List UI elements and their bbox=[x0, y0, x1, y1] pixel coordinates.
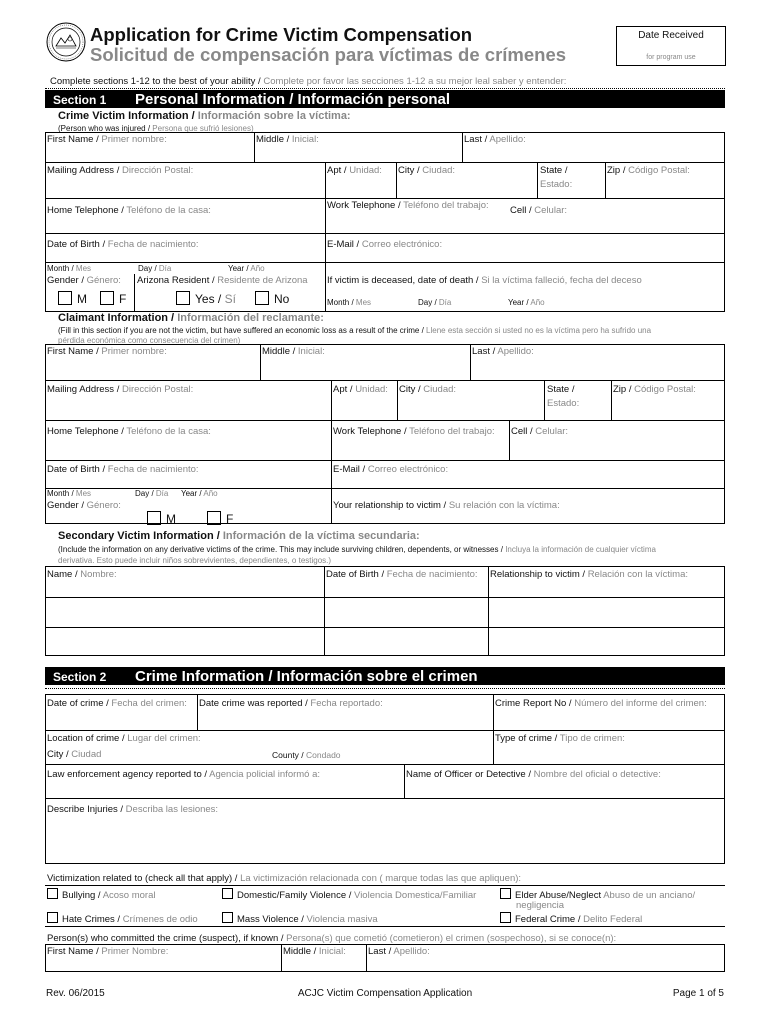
claimant-middle-field[interactable]: Middle / Inicial: bbox=[262, 346, 325, 357]
checkbox-icon bbox=[222, 912, 233, 923]
checkbox-icon bbox=[500, 912, 511, 923]
crime-county-field[interactable]: County / Condado bbox=[272, 750, 341, 760]
section-1-title: Personal Information / Información personal bbox=[135, 91, 451, 108]
claimant-first-name-field[interactable]: First Name / Primer nombre: bbox=[47, 346, 167, 357]
checkbox-icon bbox=[100, 291, 114, 305]
secondary-dob-header: Date of Birth / Fecha de nacimiento: bbox=[326, 569, 478, 580]
claimant-info-note-2: pérdida económica como consecuencia del crimen) bbox=[58, 336, 241, 345]
victim-last-name-field[interactable]: Last / Apellido: bbox=[464, 134, 526, 145]
death-year-label: Year / Año bbox=[508, 298, 545, 307]
crime-location-field[interactable]: Location of crime / Lugar del crimen: bbox=[47, 733, 201, 744]
for-program-use-label: for program use bbox=[646, 54, 696, 61]
claimant-last-name-field[interactable]: Last / Apellido: bbox=[472, 346, 534, 357]
mass-violence-checkbox[interactable]: Mass Violence / Violencia masiva bbox=[222, 912, 378, 925]
title-spanish: Solicitud de compensación para víctimas de crímenes bbox=[90, 44, 567, 65]
claimant-city-field[interactable]: City / Ciudad: bbox=[399, 384, 457, 395]
checkbox-icon bbox=[500, 888, 511, 899]
victim-dob-field[interactable]: Date of Birth / Fecha de nacimiento: bbox=[47, 239, 199, 250]
victim-cell-field[interactable]: Cell / Celular: bbox=[510, 205, 568, 216]
secondary-relationship-header: Relationship to victim / Relación con la víctima: bbox=[490, 569, 689, 580]
section-2-rule bbox=[45, 688, 725, 689]
suspect-middle-field[interactable]: Middle / Inicial: bbox=[283, 946, 346, 957]
section-1-header bbox=[45, 90, 725, 108]
claimant-apt-field[interactable]: Apt / Unidad: bbox=[333, 384, 388, 395]
victimization-label: Victimization related to (check all that apply) / La victimización relacionada con ( marque todas las que apliquen): bbox=[47, 873, 522, 884]
secondary-name-header: Name / Nombre: bbox=[47, 569, 117, 580]
victim-dob-day-label: Day / Día bbox=[138, 264, 172, 273]
footer-page-number: Page 1 of 5 bbox=[672, 988, 724, 999]
claimant-dob-month-label: Month / Mes bbox=[47, 489, 92, 498]
claimant-info-note: (Fill in this section if you are not the victim, but have suffered an economic loss as a result of the crime / Llene esta sección si usted no es la víctima pero ha sufrido una bbox=[58, 326, 652, 335]
claimant-home-telephone-field[interactable]: Home Telephone / Teléfono de la casa: bbox=[47, 426, 211, 437]
section-1-number: Section 1 bbox=[53, 93, 107, 107]
claimant-email-field[interactable]: E-Mail / Correo electrónico: bbox=[333, 464, 449, 475]
instructions-en: Complete sections 1-12 to the best of your ability / bbox=[50, 76, 261, 87]
victim-mailing-address-field[interactable]: Mailing Address / Dirección Postal: bbox=[47, 165, 194, 176]
victim-work-telephone-field[interactable]: Work Telephone / Teléfono del trabajo: bbox=[327, 200, 489, 211]
instructions bbox=[50, 76, 566, 87]
victim-dob-year-label: Year / Año bbox=[228, 264, 265, 273]
death-month-label: Month / Mes bbox=[327, 298, 372, 307]
section-2-title: Crime Information / Información sobre el crimen bbox=[135, 668, 478, 685]
section-2-number: Section 2 bbox=[53, 670, 107, 684]
claimant-cell-field[interactable]: Cell / Celular: bbox=[511, 426, 569, 437]
victim-zip-field[interactable]: Zip / Código Postal: bbox=[607, 165, 690, 176]
victim-city-field[interactable]: City / Ciudad: bbox=[398, 165, 456, 176]
victim-home-telephone-field[interactable]: Home Telephone / Teléfono de la casa: bbox=[47, 205, 211, 216]
checkbox-icon bbox=[47, 912, 58, 923]
officer-name-field[interactable]: Name of Officer or Detective / Nombre del oficial o detective: bbox=[406, 769, 661, 780]
victim-gender-male-checkbox[interactable]: M bbox=[58, 291, 87, 306]
claimant-mailing-address-field[interactable]: Mailing Address / Dirección Postal: bbox=[47, 384, 194, 395]
state-seal-logo bbox=[46, 22, 86, 62]
date-of-crime-field[interactable]: Date of crime / Fecha del crimen: bbox=[47, 698, 187, 709]
checkbox-icon bbox=[176, 291, 190, 305]
victim-email-field[interactable]: E-Mail / Correo electrónico: bbox=[327, 239, 443, 250]
claimant-state-field[interactable]: State / Estado: bbox=[547, 384, 580, 409]
claimant-gender-label: Gender / Género: bbox=[47, 500, 121, 511]
secondary-victim-heading: Secondary Victim Information / Información de la víctima secundaria: bbox=[58, 530, 420, 542]
elder-abuse-checkbox[interactable]: Elder Abuse/Neglect Abuso de un anciano/ bbox=[500, 888, 695, 901]
elder-abuse-label-2: negligencia bbox=[516, 900, 565, 911]
claimant-work-telephone-field[interactable]: Work Telephone / Teléfono del trabajo: bbox=[333, 426, 495, 437]
checkbox-icon bbox=[147, 511, 161, 525]
suspect-label: Person(s) who committed the crime (suspect), if known / Persona(s) que cometió (cometieron) el crimen (sospechoso), si se conoce(n): bbox=[47, 933, 617, 944]
law-enforcement-agency-field[interactable]: Law enforcement agency reported to / Agencia policial informó a: bbox=[47, 769, 321, 780]
checkbox-icon bbox=[255, 291, 269, 305]
checkbox-icon bbox=[58, 291, 72, 305]
victim-dob-month-label: Month / Mes bbox=[47, 264, 92, 273]
claimant-dob-field[interactable]: Date of Birth / Fecha de nacimiento: bbox=[47, 464, 199, 475]
victim-first-name-field[interactable]: First Name / Primer nombre: bbox=[47, 134, 167, 145]
date-received-box[interactable] bbox=[616, 26, 726, 66]
bullying-checkbox[interactable]: Bullying / Acoso moral bbox=[47, 888, 156, 901]
victim-apt-field[interactable]: Apt / Unidad: bbox=[327, 165, 382, 176]
hate-crimes-checkbox[interactable]: Hate Crimes / Crímenes de odio bbox=[47, 912, 198, 925]
secondary-victim-row[interactable] bbox=[46, 628, 724, 655]
crime-report-number-field[interactable]: Crime Report No / Número del informe del crimen: bbox=[495, 698, 707, 709]
claimant-gender-male-checkbox[interactable]: M bbox=[147, 511, 176, 526]
claimant-relationship-field[interactable]: Your relationship to victim / Su relación con la víctima: bbox=[333, 500, 560, 511]
claimant-dob-day-label: Day / Día bbox=[135, 489, 169, 498]
victim-date-of-death-field[interactable]: If victim is deceased, date of death / Si la víctima falleció, fecha del deceso bbox=[327, 275, 642, 286]
crime-city-field[interactable]: City / Ciudad bbox=[47, 749, 102, 760]
suspect-first-name-field[interactable]: First Name / Primer Nombre: bbox=[47, 946, 169, 957]
victim-info-note: (Person who was injured / Persona que sufrió lesiones) bbox=[58, 124, 254, 133]
arizona-resident-yes-checkbox[interactable]: Yes / Sí bbox=[176, 291, 236, 306]
claimant-gender-female-checkbox[interactable]: F bbox=[207, 511, 233, 526]
claimant-info-heading: Claimant Information / Información del reclamante: bbox=[58, 312, 324, 324]
instructions-es: Complete por favor las secciones 1-12 a su mejor leal saber y entender: bbox=[263, 76, 567, 87]
date-reported-field[interactable]: Date crime was reported / Fecha reportado: bbox=[199, 698, 383, 709]
secondary-victim-note-2: derivativa. Esto puede incluir niños sobrevivientes, dependientes, o testigos.) bbox=[58, 556, 332, 565]
death-day-label: Day / Día bbox=[418, 298, 452, 307]
date-received-label: Date Received bbox=[638, 30, 704, 41]
victim-gender-female-checkbox[interactable]: F bbox=[100, 291, 126, 306]
section-2-header bbox=[45, 667, 725, 685]
checkbox-icon bbox=[207, 511, 221, 525]
arizona-resident-label: Arizona Resident / Residente de Arizona bbox=[137, 275, 308, 286]
victim-gender-label: Gender / Género: bbox=[47, 275, 121, 286]
arizona-resident-no-checkbox[interactable]: No bbox=[255, 291, 289, 306]
title-english: Application for Crime Victim Compensation bbox=[90, 24, 473, 45]
federal-crime-checkbox[interactable]: Federal Crime / Delito Federal bbox=[500, 912, 642, 925]
secondary-victim-row[interactable] bbox=[46, 598, 724, 626]
instructions-rule bbox=[45, 88, 725, 89]
crime-type-field[interactable]: Type of crime / Tipo de crimen: bbox=[495, 733, 625, 744]
secondary-victim-note: (Include the information on any derivative victims of the crime. This may include surviving children, dependents, or witnesses / Incluya la información de cualquier víctima bbox=[58, 545, 656, 554]
victim-info-heading: Crime Victim Information / Información sobre la víctima: bbox=[58, 110, 351, 122]
describe-injuries-field[interactable]: Describe Injuries / Describa las lesiones: bbox=[47, 804, 219, 815]
footer-title: ACJC Victim Compensation Application bbox=[297, 988, 473, 999]
checkbox-icon bbox=[222, 888, 233, 899]
checkbox-icon bbox=[47, 888, 58, 899]
claimant-zip-field[interactable]: Zip / Código Postal: bbox=[613, 384, 696, 395]
victim-middle-field[interactable]: Middle / Inicial: bbox=[256, 134, 319, 145]
suspect-last-name-field[interactable]: Last / Apellido: bbox=[368, 946, 430, 957]
footer-revision: Rev. 06/2015 bbox=[46, 988, 105, 999]
domestic-violence-checkbox[interactable]: Domestic/Family Violence / Violencia Domestica/Familiar bbox=[222, 888, 476, 901]
victim-state-field[interactable]: State / Estado: bbox=[540, 165, 573, 190]
claimant-dob-year-label: Year / Año bbox=[181, 489, 218, 498]
